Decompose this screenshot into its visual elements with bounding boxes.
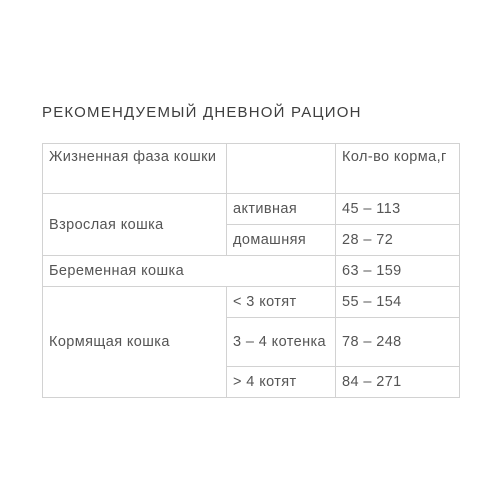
amount-cell: 55 – 154 (336, 287, 460, 318)
amount-cell: 63 – 159 (336, 256, 460, 287)
amount-cell: 84 – 271 (336, 367, 460, 398)
header-amount-cell: Кол-во корма,г (336, 144, 460, 194)
kittens-count-cell: > 4 котят (227, 367, 336, 398)
nursing-cat-cell: Кормящая кошка (43, 287, 227, 398)
activity-type-cell: домашняя (227, 225, 336, 256)
table-row (43, 256, 460, 287)
pregnant-cat-cell: Беременная кошка (43, 256, 336, 287)
header-phase-cell: Жизненная фаза кошки (43, 144, 227, 194)
amount-cell: 45 – 113 (336, 194, 460, 225)
header-empty-cell (227, 144, 336, 194)
table-header-row (43, 144, 460, 194)
amount-cell: 78 – 248 (336, 318, 460, 367)
ration-table (42, 143, 460, 398)
adult-cat-cell: Взрослая кошка (43, 194, 227, 256)
activity-type-cell: активная (227, 194, 336, 225)
kittens-count-cell: < 3 котят (227, 287, 336, 318)
table-row (43, 194, 460, 225)
amount-cell: 28 – 72 (336, 225, 460, 256)
kittens-count-cell: 3 – 4 котенка (227, 318, 336, 367)
table-row (43, 287, 460, 318)
page-title: РЕКОМЕНДУЕМЫЙ ДНЕВНОЙ РАЦИОН (42, 104, 362, 121)
